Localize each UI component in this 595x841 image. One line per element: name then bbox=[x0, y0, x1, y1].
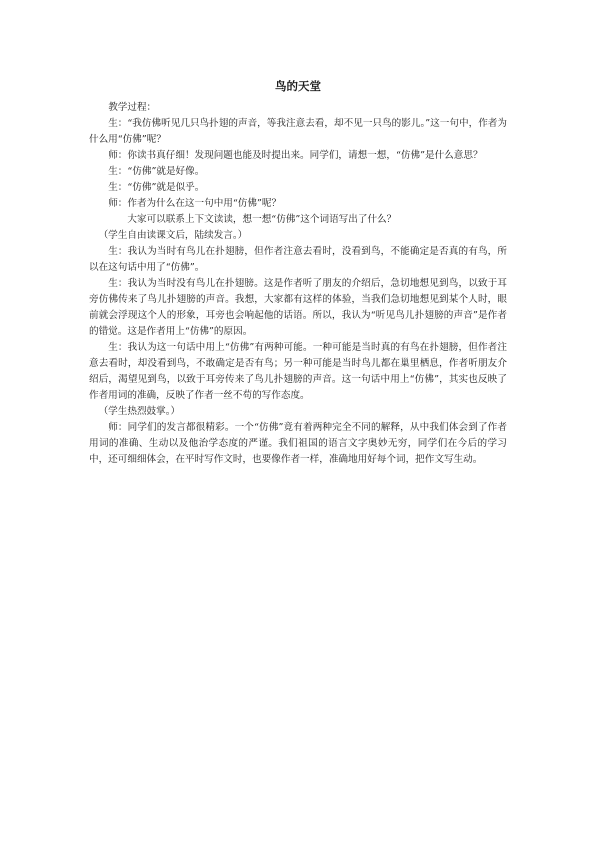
paragraph: 生：我认为当时没有鸟儿在扑翅膀。这是作者听了朋友的介绍后，急切地想见到鸟，以致于耳旁仿佛传来了鸟儿扑翅膀的声音。我想，大家都有这样的体验，当我们急切地想见到某个人时，眼前就会浮现这个人的形象，耳旁也会响起他的话语。所以，我认为“听见鸟儿扑翅膀的声音”是作者的错觉。这是作者用上“仿佛”的原因。 bbox=[89, 278, 507, 337]
document-title: 鸟的天堂 bbox=[275, 79, 321, 93]
document-body bbox=[89, 100, 507, 468]
paragraph: 大家可以联系上下文读读，想一想“仿佛”这个词语写出了什么？ bbox=[127, 214, 397, 225]
paragraph: （学生自由读课文后，陆续发言。） bbox=[98, 230, 248, 241]
paragraph: 教学过程： bbox=[108, 102, 157, 113]
document-page bbox=[89, 78, 507, 468]
paragraph: 生：“仿佛”就是好像。 bbox=[108, 166, 205, 177]
paragraph: 师：你读书真仔细！发现问题也能及时提出来。同学们，请想一想，“仿佛”是什么意思？ bbox=[108, 150, 483, 161]
paragraph: 师：作者为什么在这一句中用“仿佛”呢？ bbox=[108, 198, 282, 209]
paragraph: 师：同学们的发言都很精彩。一个“仿佛”竟有着两种完全不同的解释，从中我们体会到了作者用词的准确、生动以及他治学态度的严谨。我们祖国的语言文字奥妙无穷，同学们在今后的学习中，还可细细体会，在平时写作文时，也要像作者一样，准确地用好每个词，把作文写生动。 bbox=[89, 422, 507, 465]
paragraph: 生：我认为这一句话中用上“仿佛”有两种可能。一种可能是当时真的有鸟在扑翅膀，但作者注意去看时，却没看到鸟，不敢确定是否有鸟；另一种可能是当时鸟儿都在巢里栖息，作者听朋友介绍后，渴望见到鸟，以致于耳旁传来了鸟儿扑翅膀的声音。这一句话中用上“仿佛”，其实也反映了作者用词的准确，反映了作者一丝不苟的写作态度。 bbox=[89, 342, 507, 401]
paragraph: 生：“仿佛”就是似乎。 bbox=[108, 182, 205, 193]
paragraph: （学生热烈鼓掌。） bbox=[98, 406, 181, 417]
paragraph: 生：我认为当时有鸟儿在扑翅膀，但作者注意去看时，没看到鸟，不能确定是否真的有鸟，所以在这句话中用了“仿佛”。 bbox=[89, 246, 507, 273]
paragraph: 生：“我仿佛听见几只鸟扑翅的声音，等我注意去看，却不见一只鸟的影儿。”这一句中，作者为什么用“仿佛”呢？ bbox=[89, 118, 507, 145]
